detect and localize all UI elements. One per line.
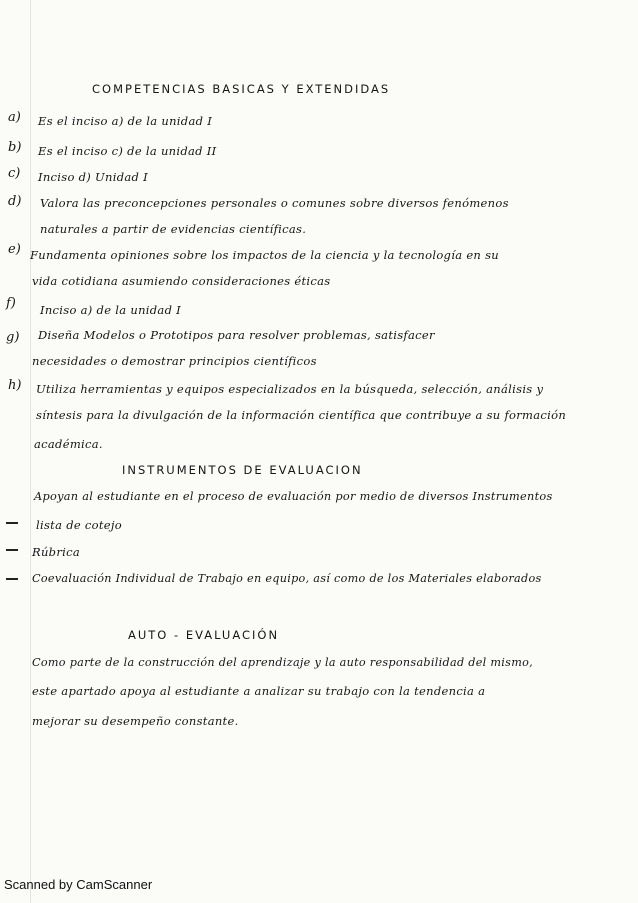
- competency-text: síntesis para la divulgación de la información científica que contribuye a su formación: [36, 408, 567, 422]
- competency-text: Fundamenta opiniones sobre los impactos de la ciencia y la tecnología en su: [30, 248, 499, 262]
- auto-evaluation-heading: AUTO - EVALUACIÓN: [128, 628, 280, 642]
- instrument-item: Rúbrica: [32, 545, 80, 559]
- competency-marker: a): [8, 110, 21, 125]
- auto-evaluation-text: Como parte de la construcción del aprendizaje y la auto responsabilidad del mismo,: [32, 656, 534, 669]
- competency-text: Inciso a) de la unidad I: [40, 303, 182, 317]
- competency-marker: d): [8, 194, 22, 209]
- list-dash-icon: [6, 522, 18, 524]
- instrument-item: lista de cotejo: [36, 518, 122, 532]
- competency-marker: e): [8, 242, 21, 257]
- competency-text: académica.: [34, 437, 103, 451]
- instruments-intro: Apoyan al estudiante en el proceso de evaluación por medio de diversos Instrumentos: [34, 490, 553, 503]
- competency-text: naturales a partir de evidencias científicas.: [40, 222, 307, 236]
- competency-text: necesidades o demostrar principios científicos: [32, 354, 317, 368]
- page-margin-line: [30, 0, 31, 903]
- competency-marker: h): [8, 378, 22, 393]
- competency-text: Inciso d) Unidad I: [38, 170, 149, 184]
- competency-marker: f): [6, 296, 16, 311]
- auto-evaluation-text: este apartado apoya al estudiante a analizar su trabajo con la tendencia a: [32, 684, 486, 698]
- competency-text: Es el inciso c) de la unidad II: [38, 144, 217, 158]
- competency-text: vida cotidiana asumiendo consideraciones éticas: [32, 274, 331, 288]
- auto-evaluation-text: mejorar su desempeño constante.: [32, 714, 239, 728]
- list-dash-icon: [6, 578, 18, 580]
- competency-text: Utiliza herramientas y equipos especializados en la búsqueda, selección, análisis y: [36, 382, 544, 396]
- competency-text: Diseña Modelos o Prototipos para resolver problemas, satisfacer: [38, 328, 435, 342]
- instrument-item: Coevaluación Individual de Trabajo en equipo, así como de los Materiales elaborados: [32, 572, 542, 585]
- competency-text: Es el inciso a) de la unidad I: [38, 114, 213, 128]
- competency-marker: c): [8, 166, 21, 181]
- competency-text: Valora las preconcepciones personales o comunes sobre diversos fenómenos: [40, 196, 509, 210]
- scanner-watermark: Scanned by CamScanner: [4, 877, 153, 892]
- competency-marker: b): [8, 140, 22, 155]
- instruments-heading: INSTRUMENTOS DE EVALUACION: [122, 463, 363, 477]
- page-title: COMPETENCIAS BASICAS Y EXTENDIDAS: [92, 82, 391, 96]
- competency-marker: g): [6, 330, 20, 345]
- list-dash-icon: [6, 549, 18, 551]
